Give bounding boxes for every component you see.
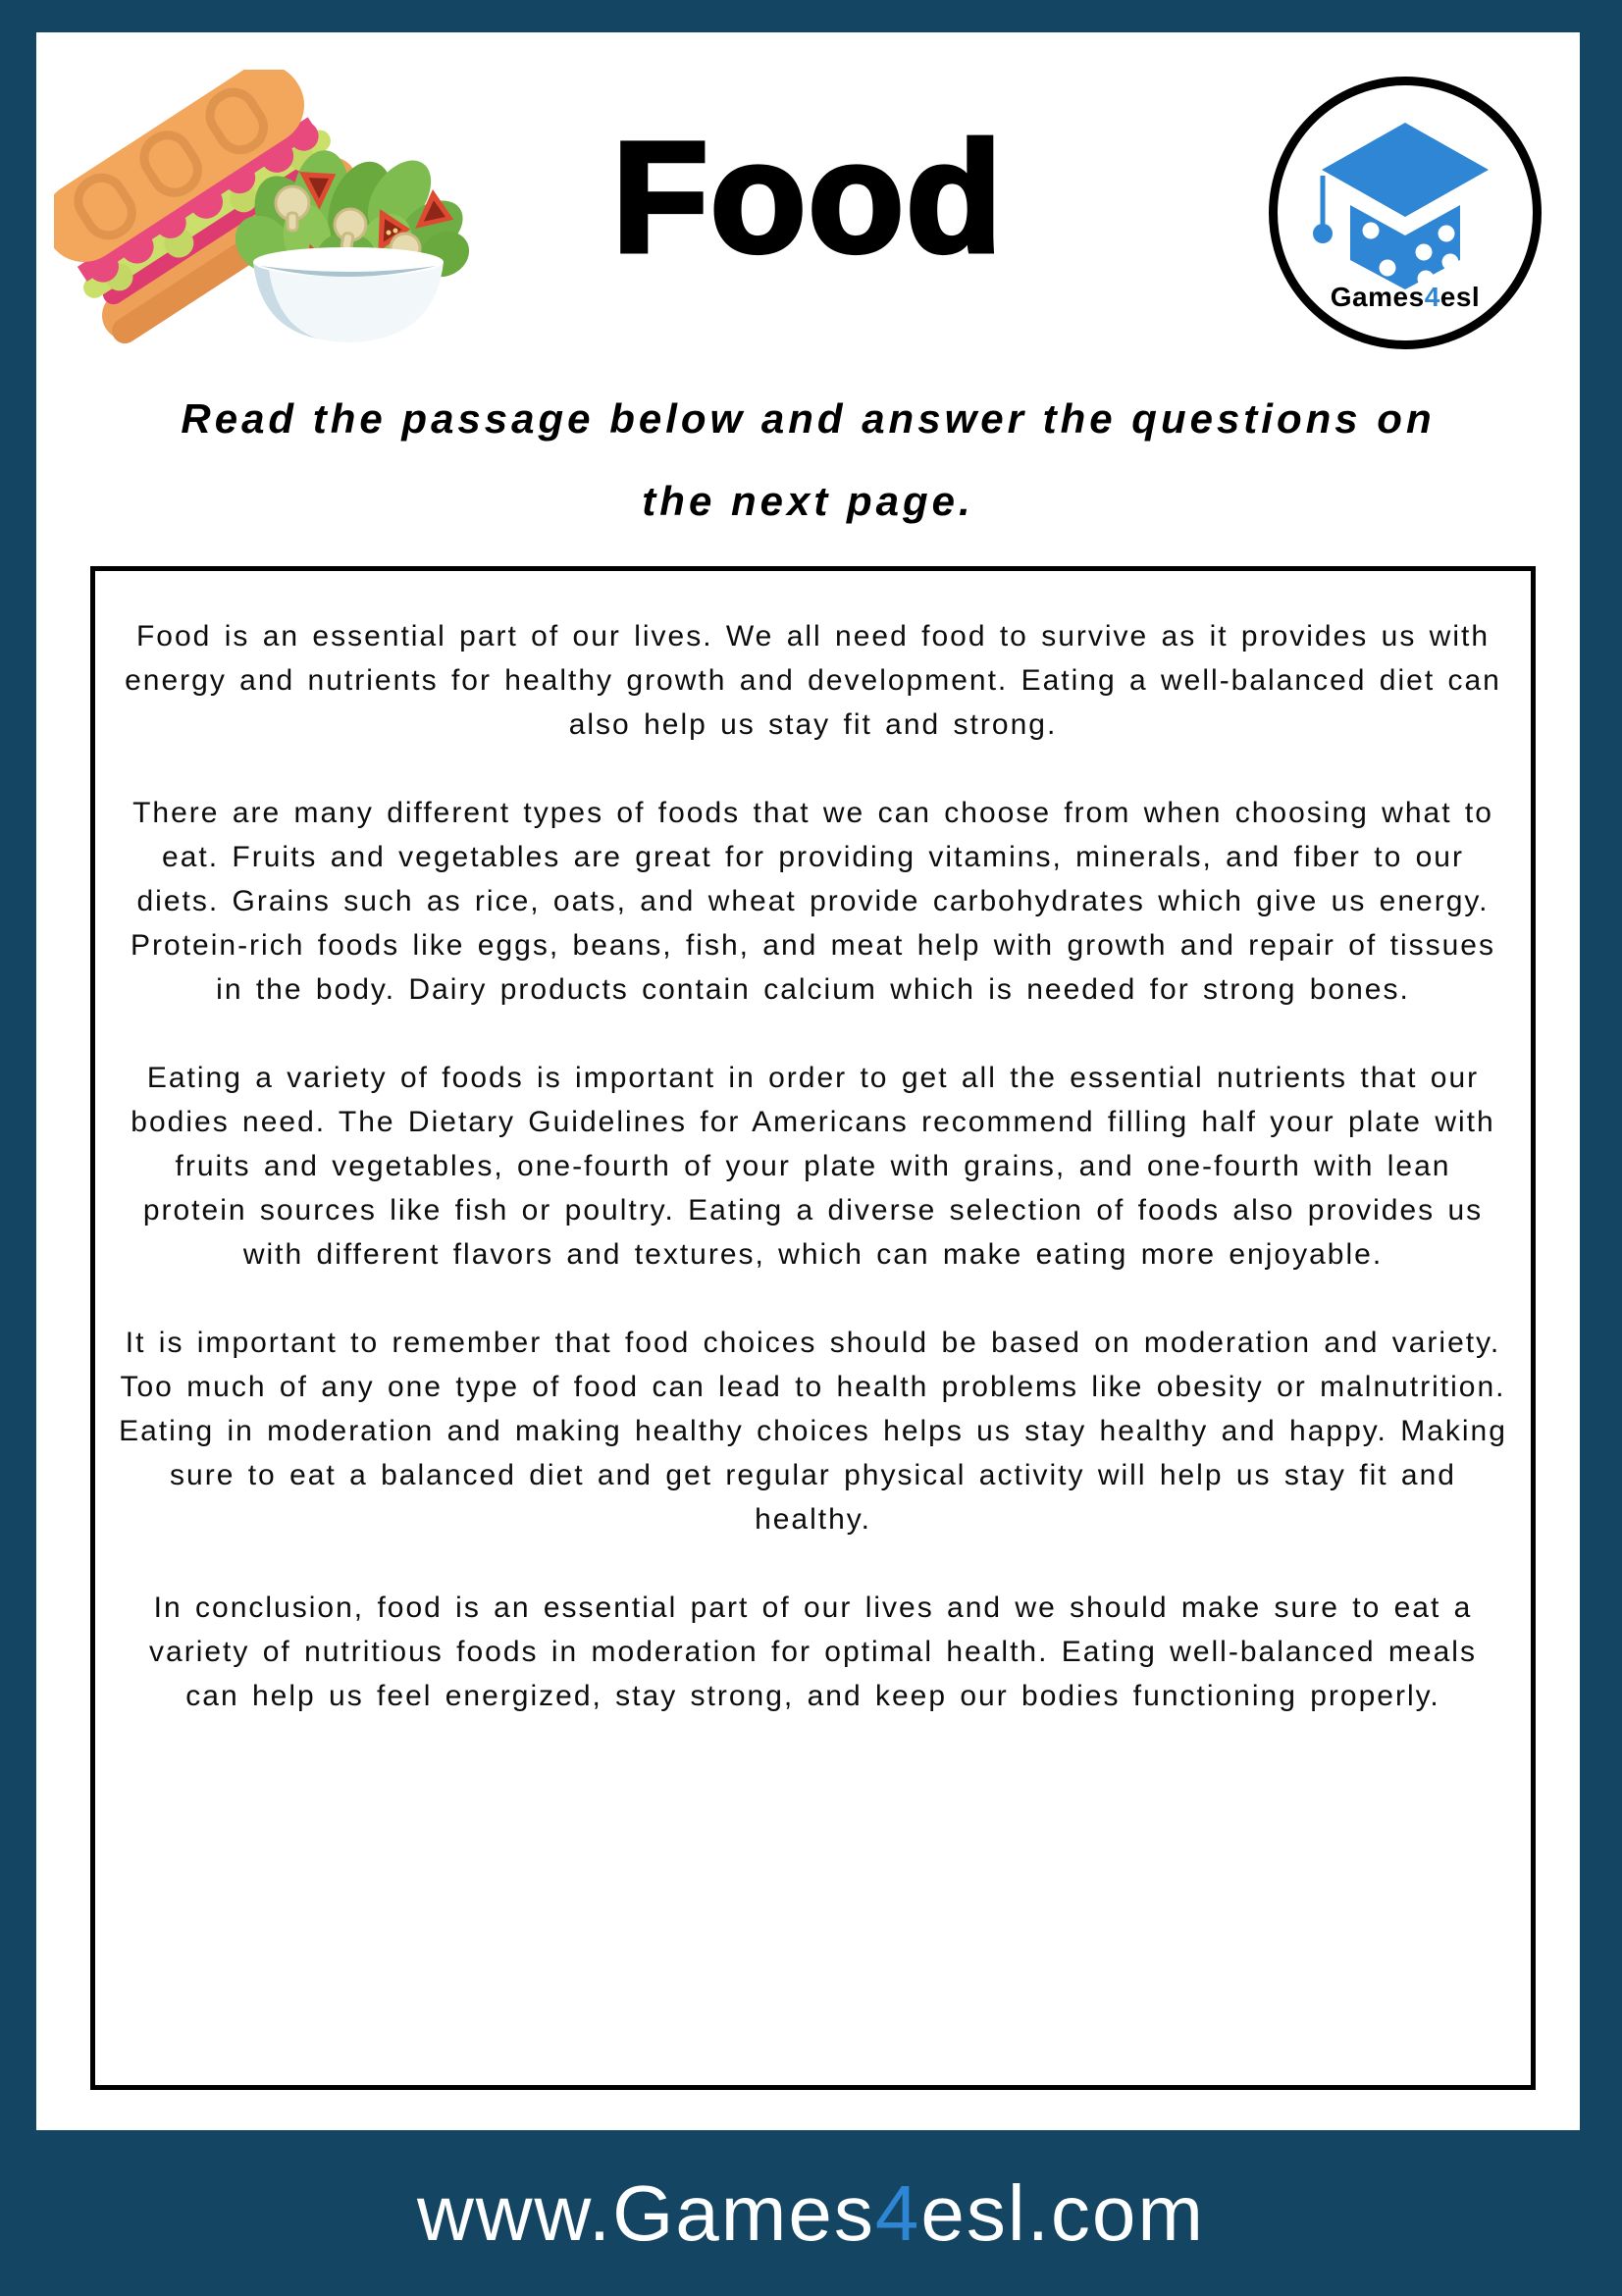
page-title: Food: [612, 109, 1004, 285]
instruction-text: [36, 378, 1580, 543]
passage-box: [90, 566, 1536, 2090]
instruction-line-1: Read the passage below and answer the questions on: [181, 395, 1436, 442]
passage-paragraph: There are many different types of foods that we can choose from when choosing what to eat. Fruits and vegetables are great for providing vitamins, minerals, and fiber to our diets. Grains such as rice, oats, and wheat provide carbohydrates which give us energy. Protein-rich foods like eggs, beans, fish, and meat help with growth and repair of tissues in the body. Dairy products contain calcium which is needed for strong bones.: [131, 797, 1495, 1006]
instruction-line-2: the next page.: [642, 478, 974, 524]
footer-url: www.Games4esl.com: [416, 2168, 1206, 2257]
passage-paragraph: In conclusion, food is an essential part of our lives and we should make sure to eat a variety of nutritious foods in moderation for optimal health. Eating well-balanced meals can help us feel energized, stay strong, and keep our bodies functioning properly.: [149, 1592, 1477, 1712]
logo-text: Games4esl: [1330, 282, 1481, 312]
graduation-cap-dice-icon: [1278, 95, 1533, 291]
page-content-area: [36, 32, 1580, 2130]
passage-paragraph: It is important to remember that food choices should be based on moderation and variety. Too much of any one type of food can lead to health problems like obesity or malnutrition. Eating in moderation and making healthy choices helps us stay healthy and happy. Making sure to eat a balanced diet and get regular physical activity will help us stay fit and healthy.: [119, 1327, 1507, 1536]
passage-paragraph: Food is an essential part of our lives. We all need food to survive as it provides us with energy and nutrients for healthy growth and development. Eating a well-balanced diet can also help us stay fit and strong.: [125, 620, 1501, 741]
passage-paragraph: Eating a variety of foods is important in order to get all the essential nutrients that our bodies need. The Dietary Guidelines for Americans recommend filling half your plate with fruits and vegetables, one-fourth of your plate with grains, and one-fourth with lean protein sources like fish or poultry. Eating a diverse selection of foods also provides us with different flavors and textures, which can make eating more enjoyable.: [131, 1062, 1495, 1271]
games4esl-logo: [1269, 77, 1542, 349]
footer-band: [0, 2130, 1622, 2296]
